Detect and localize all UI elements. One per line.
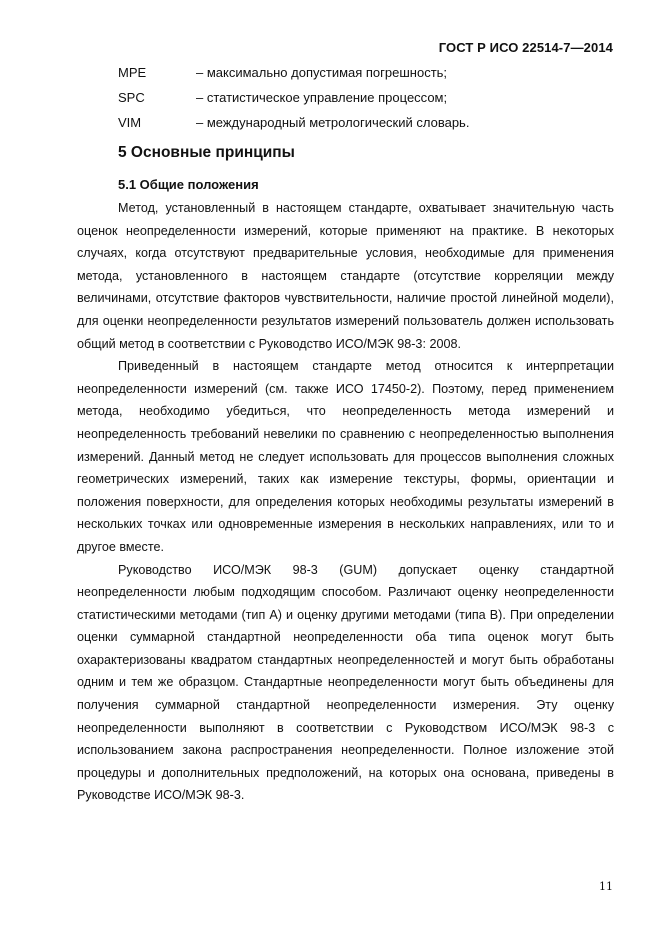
document-code-header: ГОСТ Р ИСО 22514-7—2014 [438, 40, 613, 55]
abbreviation-definition: – международный метрологический словарь. [196, 115, 470, 130]
paragraph: Метод, установленный в настоящем стандарте, охватывает значительную часть оценок неопределенности измерений, которые применяют на практике. В некоторых случаях, когда отсутствуют предварительные условия, необходимые для применения метода, установленного в настоящем стандарте (отсутствие корреляции между величинами, отсутствие факторов чувствительности, наличие простой линейной модели), для оценки неопределенности результатов измерений пользователь должен использовать общий метод в соответствии с Руководство ИСО/МЭК 98-3: 2008. [77, 201, 614, 351]
abbreviation-term: MPE [118, 65, 147, 80]
subsection-title: 5.1 Общие положения [118, 177, 259, 192]
abbreviation-item [118, 64, 618, 89]
page-number: 11 [599, 880, 613, 893]
abbreviation-item [118, 114, 618, 139]
abbreviation-definition: – максимально допустимая погрешность; [196, 65, 448, 80]
paragraph: Приведенный в настоящем стандарте метод относится к интерпретации неопределенности измерений (см. также ИСО 17450-2). Поэтому, перед применением метода, необходимо убедиться, что неопределенность метода измерений и неопределенность требований невелики по сравнению с неопределенностью выполнения измерений. Данный метод не следует использовать для процессов выполнения сложных геометрических измерений, таких как измерение текстуры, формы, ориентации и положения поверхности, для определения которых необходимы результаты измерений в нескольких точках или одновременные измерения в нескольких направлениях, или то и другое вместе. [77, 359, 614, 554]
abbreviation-definition: – статистическое управление процессом; [196, 90, 448, 105]
abbreviation-list [118, 64, 618, 139]
abbreviation-term: VIM [118, 115, 142, 130]
section-title: 5 Основные принципы [118, 144, 295, 161]
abbreviation-term: SPC [118, 90, 145, 105]
body-text [77, 197, 614, 807]
paragraph: Руководство ИСО/МЭК 98-3 (GUM) допускает оценку стандартной неопределенности любым подходящим способом. Различают оценку неопределенности статистическими методами (тип А) и оценку другими методами (типа В). При определении оценки суммарной стандартной неопределенности оба типа оценок могут быть охарактеризованы квадратом стандартных неопределенностей и могут быть обработаны одним и тем же образцом. Стандартные неопределенности могут быть объединены для получения суммарной стандартной неопределенности измерения. Эту оценку неопределенности выполняют в соответствии с Руководством ИСО/МЭК 98-3 с использованием закона распространения неопределенности. Полное изложение этой процедуры и дополнительных предположений, на которых она основана, приведены в Руководстве ИСО/МЭК 98-3. [77, 562, 614, 803]
abbreviation-item [118, 89, 618, 114]
